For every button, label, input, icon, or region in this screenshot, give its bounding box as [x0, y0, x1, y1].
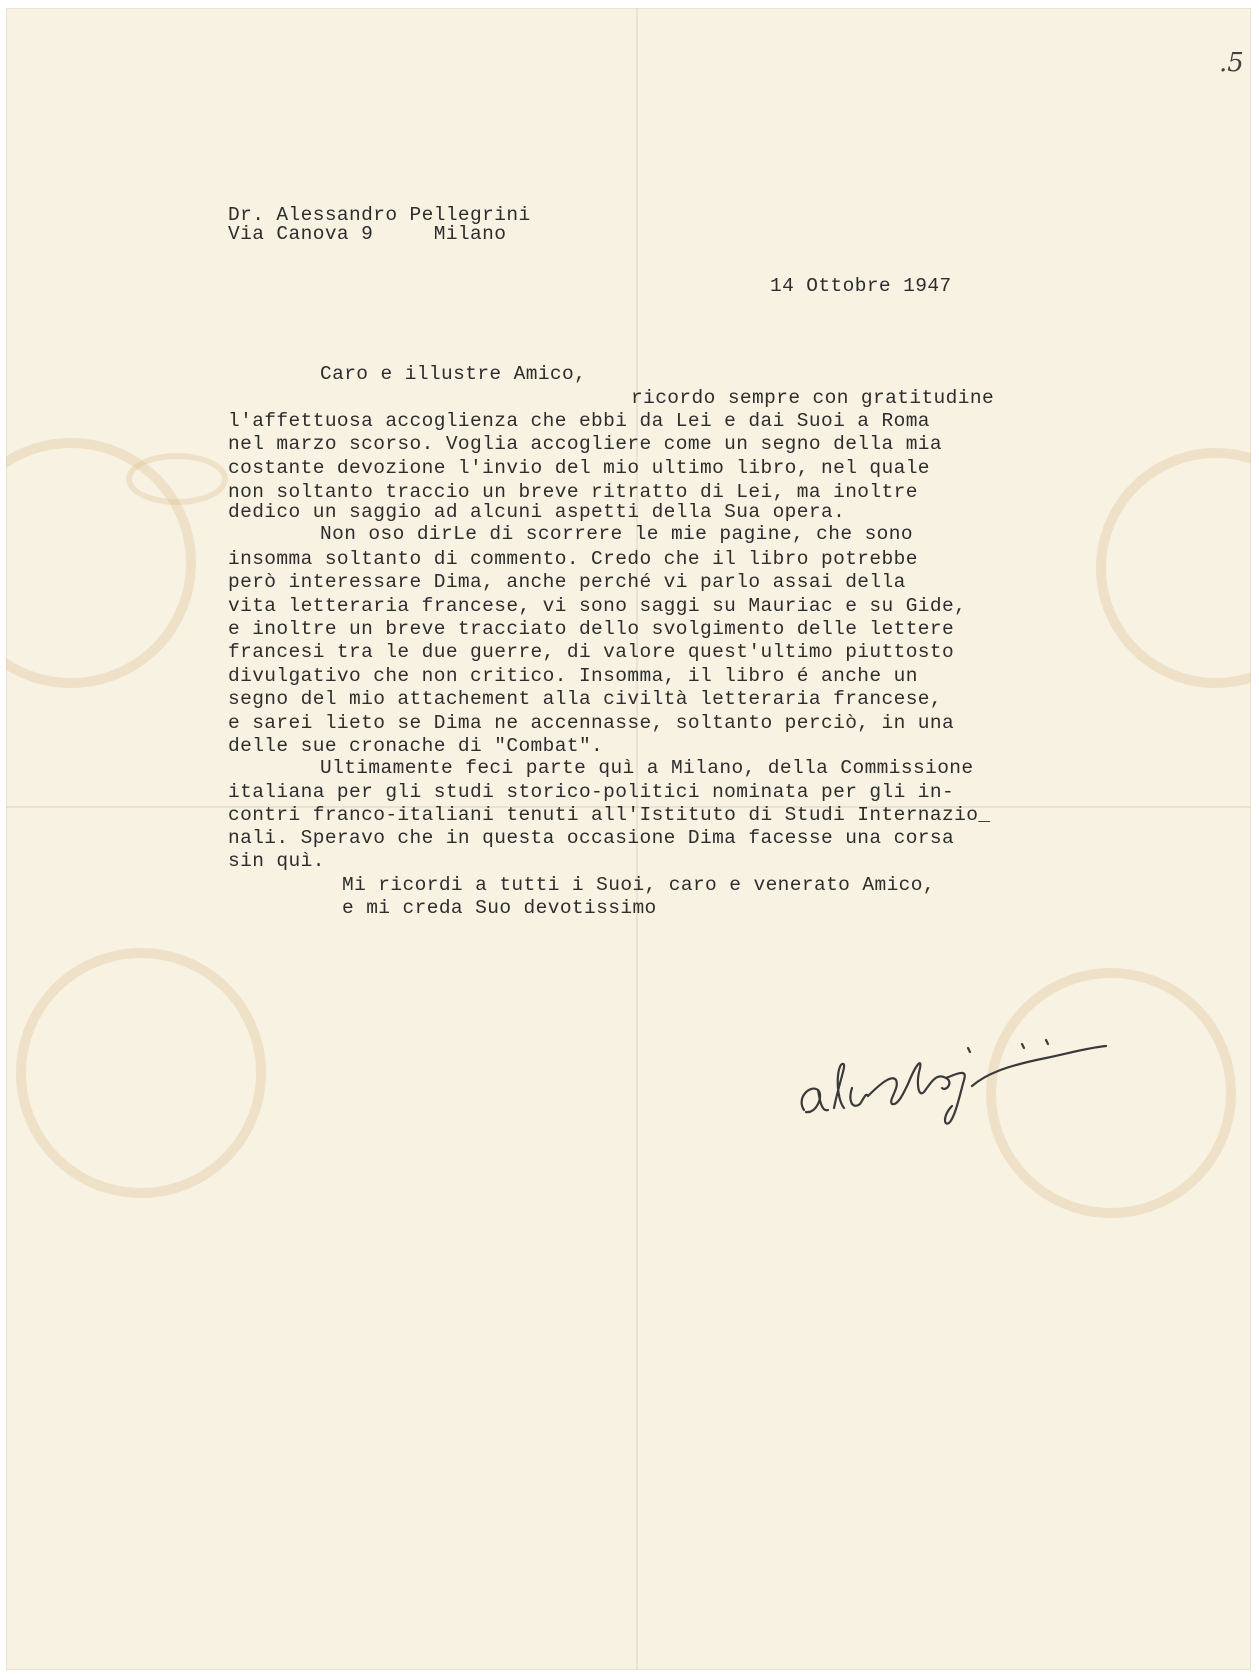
- coffee-stain-center-left: [126, 453, 228, 505]
- body-line: italiana per gli studi storico-politici nominata per gli in-: [228, 781, 955, 803]
- body-line: ricordo sempre con gratitudine: [631, 387, 995, 409]
- body-line: segno del mio attachement alla civiltà letteraria francese,: [228, 688, 943, 710]
- recipient-street: Via Canova 9 Milano: [228, 223, 507, 245]
- recipient-name: Dr. Alessandro Pellegrini: [228, 204, 531, 226]
- body-line: contri franco-italiani tenuti all'Istituto di Studi Internazio_: [228, 804, 991, 826]
- body-line: e sarei lieto se Dima ne accennasse, soltanto perciò, in una: [228, 712, 955, 734]
- body-line: Ultimamente feci parte quì a Milano, della Commissione: [320, 757, 974, 779]
- body-line: delle sue cronache di "Combat".: [228, 735, 604, 757]
- salutation: Caro e illustre Amico,: [320, 363, 587, 385]
- body-line: non soltanto traccio un breve ritratto di Lei, ma inoltre: [228, 481, 918, 503]
- recipient-address: [228, 204, 531, 292]
- coffee-stain-right-upper: [1096, 448, 1251, 688]
- body-line: però interessare Dima, anche perché vi parlo assai della: [228, 571, 906, 593]
- body-line: dedico un saggio ad alcuni aspetti della Sua opera.: [228, 501, 846, 523]
- body-line: insomma soltanto di commento. Credo che il libro potrebbe: [228, 548, 918, 570]
- body-line: vita letteraria francese, vi sono saggi su Mauriac e su Gide,: [228, 595, 967, 617]
- letter-page: [6, 8, 1251, 1670]
- letter-date: 14 Ottobre 1947: [770, 275, 952, 297]
- body-line: sin quì.: [228, 850, 325, 872]
- body-line: francesi tra le due guerre, di valore quest'ultimo piuttosto: [228, 641, 955, 663]
- body-line: nali. Speravo che in questa occasione Dima facesse una corsa: [228, 827, 955, 849]
- handwritten-signature: [796, 1018, 1116, 1138]
- body-line: e inoltre un breve tracciato dello svolgimento delle lettere: [228, 618, 955, 640]
- page-number: .5: [1219, 48, 1244, 78]
- coffee-stain-left-mid: [16, 948, 266, 1198]
- body-line: Non oso dirLe di scorrere le mie pagine, che sono: [320, 523, 913, 545]
- body-line: nel marzo scorso. Voglia accogliere come un segno della mia: [228, 433, 943, 455]
- body-line: divulgativo che non critico. Insomma, il libro é anche un: [228, 665, 918, 687]
- body-line: e mi creda Suo devotissimo: [342, 897, 657, 919]
- body-line: Mi ricordi a tutti i Suoi, caro e venerato Amico,: [342, 874, 935, 896]
- body-line: costante devozione l'invio del mio ultimo libro, nel quale: [228, 457, 930, 479]
- body-line: l'affettuosa accoglienza che ebbi da Lei e dai Suoi a Roma: [228, 410, 930, 432]
- letter-body: [228, 387, 995, 937]
